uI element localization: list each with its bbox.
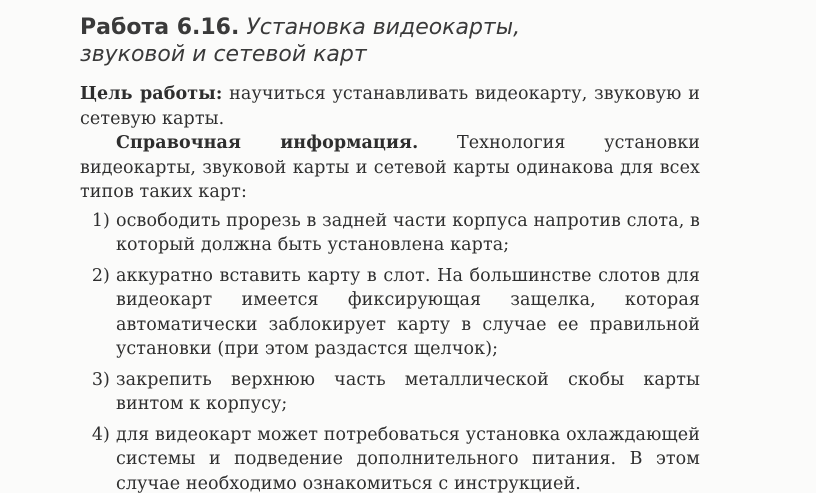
work-number: Работа 6.16.: [80, 15, 240, 40]
steps-list: [80, 209, 700, 497]
list-item: [80, 264, 700, 362]
document-heading: [80, 14, 720, 68]
document-body: [80, 82, 700, 502]
goal-label: Цель работы:: [80, 84, 223, 104]
goal-text: научиться устанавливать видеокарту, звуковую и сетевую карты.: [80, 84, 700, 129]
step-number: 4): [91, 424, 110, 445]
step-number: 3): [91, 369, 110, 390]
goal-paragraph: [80, 82, 700, 131]
work-title-line-2: звуковой и сетевой карт: [80, 42, 367, 67]
step-number: 2): [91, 265, 110, 286]
step-text: освободить прорезь в задней части корпуса напротив слота, в который должна быть установлена карта;: [116, 210, 700, 255]
list-item: [80, 209, 700, 258]
step-text: аккуратно вставить карту в слот. На большинстве слотов для видеокарт имеется фиксирующая защелка, которая автоматически заблокирует карту в случае ее правильной установки (при этом раздастся щелчок);: [116, 265, 700, 359]
step-text: для видеокарт может потребоваться установка охлаждающей системы и подведение дополнительного питания. В этом случае необходимо ознакомиться с инструкцией.: [116, 424, 700, 494]
work-title-line-1: Установка видеокарты,: [246, 15, 521, 40]
list-item: [80, 423, 700, 497]
list-item: [80, 368, 700, 417]
step-text: закрепить верхнюю часть металлической скобы карты винтом к корпусу;: [116, 369, 700, 414]
step-number: 1): [91, 210, 110, 231]
reference-paragraph: [80, 131, 700, 205]
reference-text: Технология установки видеокарты, звуковой карты и сетевой карты одинакова для всех типов таких карт:: [80, 133, 700, 202]
reference-label: Справочная информация.: [116, 133, 419, 153]
